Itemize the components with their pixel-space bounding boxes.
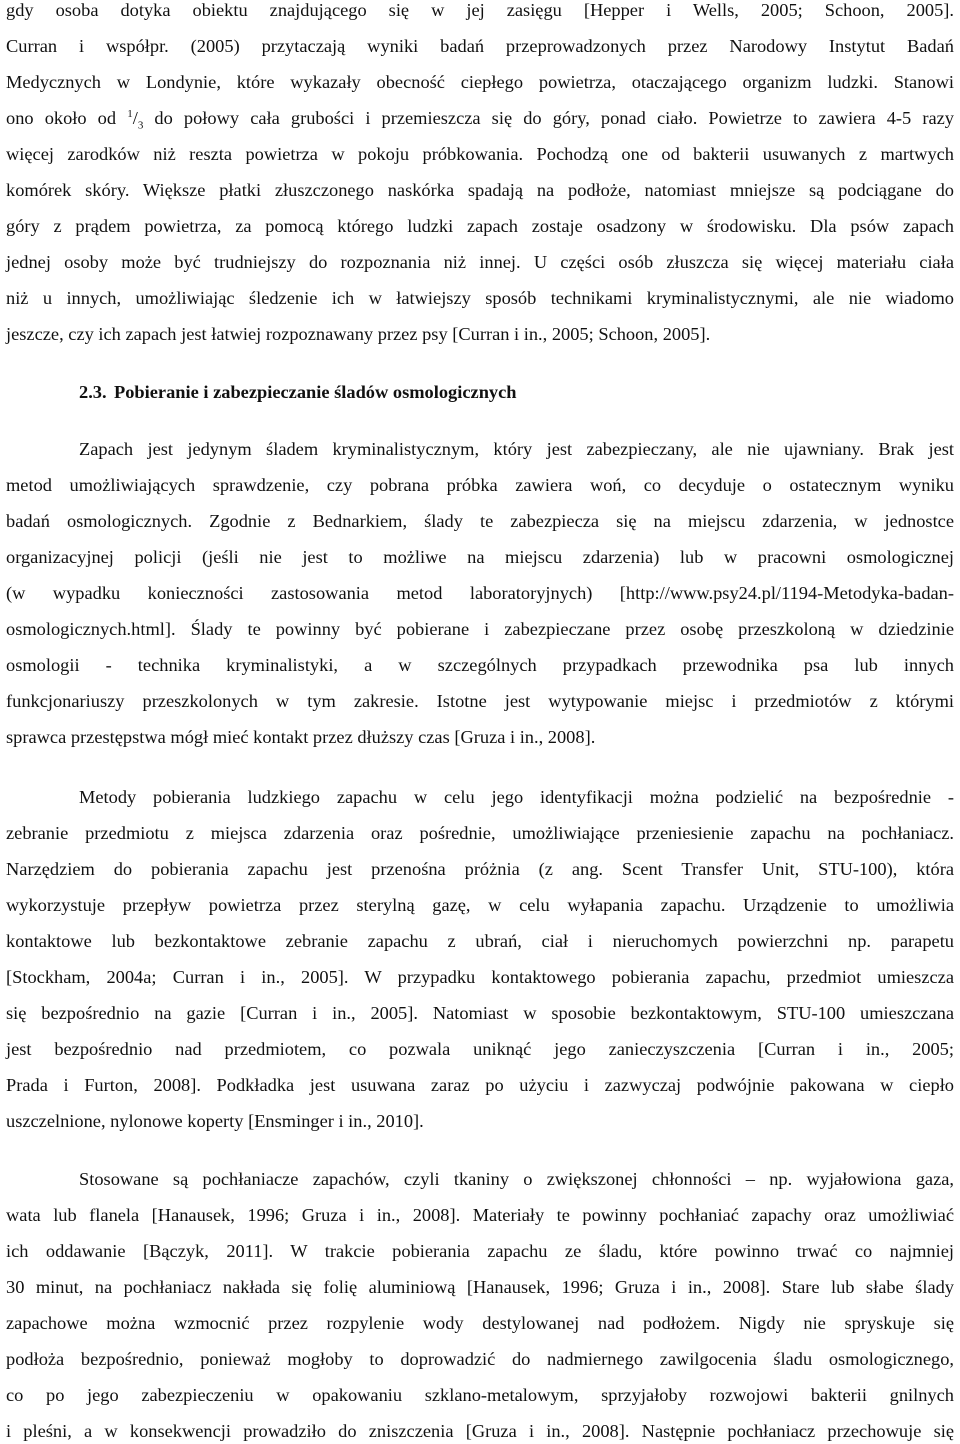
text-line: osmologii - technika kryminalistyki, a w szczególnych przypadkach przewodnika psa lub innych [6,655,954,675]
text-line: zebranie przedmiotu z miejsca zdarzenia oraz pośrednie, umożliwiające przeniesienie zapachu na pochłaniacz. [6,823,954,843]
text-line: kontaktowe lub bezkontaktowe zebranie zapachu z ubrań, ciał i nieruchomych powierzchni np. parapetu [6,931,954,951]
text-segment: ono około od [6,108,128,128]
text-line: i pleśni, a w konsekwencji prowadziło do zniszczenia [Gruza i in., 2008]. Następnie pochłaniacz przechowuje się [6,1421,954,1441]
text-line: Medycznych w Londynie, które wykazały obecność ciepłego powietrza, otaczającego organizm ludzki. Stanowi [6,72,954,92]
section-heading [79,380,954,404]
text-line: (w wypadku konieczności zastosowania metod laboratoryjnych) [http://www.psy24.pl/1194-Metodyka-badan- [6,583,954,603]
text-line: Curran i współpr. (2005) przytaczają wyniki badań przeprowadzonych przez Narodowy Instytut Badań [6,36,954,56]
text-line: osmologicznych.html]. Ślady te powinny być pobierane i zabezpieczane przez osobę przeszkoloną w dziedzinie [6,619,954,639]
text-line: 30 minut, na pochłaniacz nakłada się folię aluminiową [Hanausek, 1996; Gruza i in., 2008]. Stare lub słabe ślady [6,1277,954,1297]
text-line: jest bezpośrednio nad przedmiotem, co pozwala uniknąć jego zanieczyszczenia [Curran i in., 2005; [6,1039,954,1059]
fraction-numerator: 1 [127,107,133,120]
text-line: Narzędziem do pobierania zapachu jest przenośna próżnia (z ang. Scent Transfer Unit, STU-100), która [6,859,954,879]
text-line: niż u innych, umożliwiając śledzenie ich w łatwiejszy sposób technikami kryminalistycznymi, ale nie wiadomo [6,288,954,308]
text-line: podłoża bezpośrednio, ponieważ mogłoby to doprowadzić do nadmiernego zawilgocenia śladu osmologicznego, [6,1349,954,1369]
text-line: wata lub flanela [Hanausek, 1996; Gruza i in., 2008]. Materiały te powinny pochłaniać zapachy oraz umożliwiać [6,1205,954,1225]
text-line: więcej zarodków niż reszta powietrza w pokoju próbkowania. Pochodzą one od bakterii usuwanych z martwych [6,144,954,164]
text-line: wykorzystuje przepływ powietrza przez sterylną gazę, w celu wyłapania zapachu. Urządzenie to umożliwia [6,895,954,915]
text-line-last: jeszcze, czy ich zapach jest łatwiej rozpoznawany przez psy [Curran i in., 2005; Schoon, 2005]. [6,324,711,344]
text-line-with-fraction [6,106,954,130]
text-line: góry z prądem powietrza, za pomocą którego ludzki zapach zostaje osadzony w środowisku. Dla psów zapach [6,216,954,236]
text-line: funkcjonariuszy przeszkolonych w tym zakresie. Istotne jest wytypowanie miejsc i przedmiotów z którymi [6,691,954,711]
text-line: [Stockham, 2004a; Curran i in., 2005]. W przypadku kontaktowego pobierania zapachu, przedmiot umieszcza [6,967,954,987]
text-line: Prada i Furton, 2008]. Podkładka jest usuwana zaraz po użyciu i zazwyczaj podwójnie pakowana w ciepło [6,1075,954,1095]
text-line: gdy osoba dotyka obiektu znajdującego się w jej zasięgu [Hepper i Wells, 2005; Schoon, 2005]. [6,0,954,20]
text-line: co po jego zabezpieczeniu w opakowaniu szklano-metalowym, sprzyjałoby rozwojowi bakterii gnilnych [6,1385,954,1405]
paragraph-first-line: Metody pobierania ludzkiego zapachu w celu jego identyfikacji można podzielić na bezpośrednie - [79,787,954,807]
fraction-denominator: 3 [137,119,144,132]
text-line: organizacyjnej policji (jeśli nie jest to możliwe na miejscu zdarzenia) lub w pracowni osmologicznej [6,547,954,567]
section-number: 2.3. [79,382,107,402]
text-line: metod umożliwiających sprawdzenie, czy pobrana próbka zawiera woń, co decyduje o ostatecznym wyniku [6,475,954,495]
text-line: się bezpośrednio na gazie [Curran i in., 2005]. Natomiast w sposobie bezkontaktowym, STU-100 umieszczana [6,1003,954,1023]
text-line: komórek skóry. Większe płatki złuszczonego naskórka spadają na podłoże, natomiast mniejsze są podciągane do [6,180,954,200]
fraction-slash: / [132,108,138,128]
text-line-last: uszczelnione, nylonowe koperty [Ensminger i in., 2010]. [6,1111,424,1131]
text-segment: do połowy cała grubości i przemieszcza się do góry, ponad ciało. Powietrze to zawiera 4-5 razy [143,108,954,128]
paragraph-first-line: Stosowane są pochłaniacze zapachów, czyli tkaniny o zwiększonej chłonności – np. wyjałowiona gaza, [79,1169,954,1189]
paragraph-first-line: Zapach jest jedynym śladem kryminalistycznym, który jest zabezpieczany, ale nie ujawniany. Brak jest [79,439,954,459]
text-line: jednej osoby może być trudniejszy do rozpoznania niż innej. U części osób złuszcza się więcej materiału ciała [6,252,954,272]
section-title: Pobieranie i zabezpieczanie śladów osmologicznych [114,382,517,402]
text-line-last: sprawca przestępstwa mógł mieć kontakt przez dłuższy czas [Gruza i in., 2008]. [6,727,596,747]
text-line: badań osmologicznych. Zgodnie z Bednarkiem, ślady te zabezpiecza się na miejscu zdarzenia, w jednostce [6,511,954,531]
text-line: ich oddawanie [Bączyk, 2011]. W trakcie pobierania zapachu ze śladu, które powinno trwać co najmniej [6,1241,954,1261]
text-line: zapachowe można wzmocnić przez rozpylenie wody destylowanej nad podłożem. Nigdy nie spryskuje się [6,1313,954,1333]
